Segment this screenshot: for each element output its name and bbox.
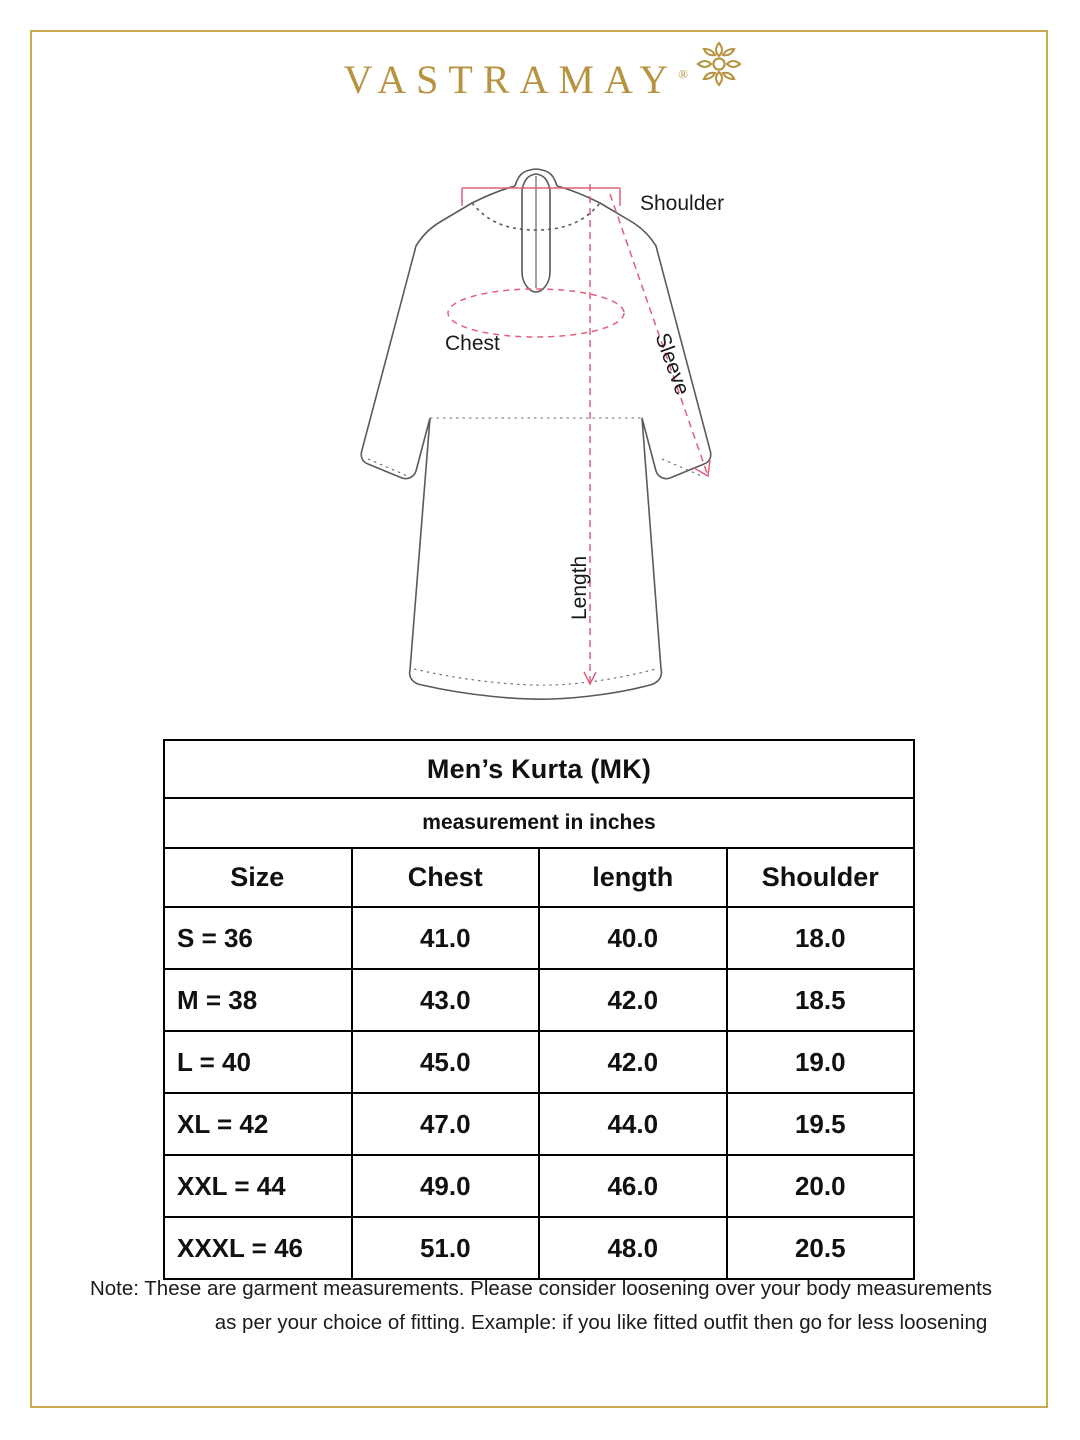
brand-wordmark bbox=[330, 56, 688, 103]
note-line-1: Note: These are garment measurements. Please consider loosening over your body measurements bbox=[89, 1277, 993, 1300]
brand-name: VASTRAMAY bbox=[343, 57, 679, 102]
cell-shoulder: 20.0 bbox=[727, 1155, 915, 1217]
cell-shoulder: 19.0 bbox=[727, 1031, 915, 1093]
note-line-2: as per your choice of fitting. Example: if you like fitted outfit then go for less loosening bbox=[214, 1310, 988, 1334]
cell-size: XXL = 44 bbox=[164, 1155, 352, 1217]
cell-shoulder: 18.5 bbox=[727, 969, 915, 1031]
cell-chest: 45.0 bbox=[352, 1031, 540, 1093]
kurta-diagram bbox=[290, 150, 790, 720]
cell-chest: 51.0 bbox=[352, 1217, 540, 1279]
brand-header bbox=[0, 56, 1080, 136]
column-header-size: Size bbox=[164, 848, 352, 907]
cell-size: S = 36 bbox=[164, 907, 352, 969]
cell-length: 46.0 bbox=[539, 1155, 727, 1217]
label-length: Length bbox=[568, 555, 591, 620]
cell-chest: 49.0 bbox=[352, 1155, 540, 1217]
column-header-chest: Chest bbox=[352, 848, 540, 907]
cell-shoulder: 20.5 bbox=[727, 1217, 915, 1279]
cell-size: L = 40 bbox=[164, 1031, 352, 1093]
cell-shoulder: 18.0 bbox=[727, 907, 915, 969]
cell-size: M = 38 bbox=[164, 969, 352, 1031]
cell-length: 40.0 bbox=[539, 907, 727, 969]
size-table bbox=[163, 739, 915, 1280]
table-row bbox=[164, 969, 914, 1031]
cell-chest: 43.0 bbox=[352, 969, 540, 1031]
table-row bbox=[164, 1031, 914, 1093]
floral-star-icon bbox=[688, 33, 750, 100]
table-row bbox=[164, 1155, 914, 1217]
cell-length: 42.0 bbox=[539, 969, 727, 1031]
registered-trademark-icon: ® bbox=[678, 66, 688, 82]
column-header-shoulder: Shoulder bbox=[727, 848, 915, 907]
cell-length: 42.0 bbox=[539, 1031, 727, 1093]
table-title: Men’s Kurta (MK) bbox=[164, 740, 914, 798]
label-sleeve: Sleeve bbox=[650, 330, 694, 399]
column-header-length: length bbox=[539, 848, 727, 907]
measurement-note bbox=[46, 1272, 1036, 1340]
table-row bbox=[164, 1217, 914, 1279]
cell-chest: 41.0 bbox=[352, 907, 540, 969]
cell-chest: 47.0 bbox=[352, 1093, 540, 1155]
table-row bbox=[164, 1093, 914, 1155]
cell-size: XL = 42 bbox=[164, 1093, 352, 1155]
table-subtitle: measurement in inches bbox=[164, 798, 914, 848]
label-chest: Chest bbox=[445, 332, 500, 355]
cell-size: XXXL = 46 bbox=[164, 1217, 352, 1279]
table-row bbox=[164, 907, 914, 969]
cell-length: 48.0 bbox=[539, 1217, 727, 1279]
cell-length: 44.0 bbox=[539, 1093, 727, 1155]
cell-shoulder: 19.5 bbox=[727, 1093, 915, 1155]
label-shoulder: Shoulder bbox=[640, 192, 725, 215]
